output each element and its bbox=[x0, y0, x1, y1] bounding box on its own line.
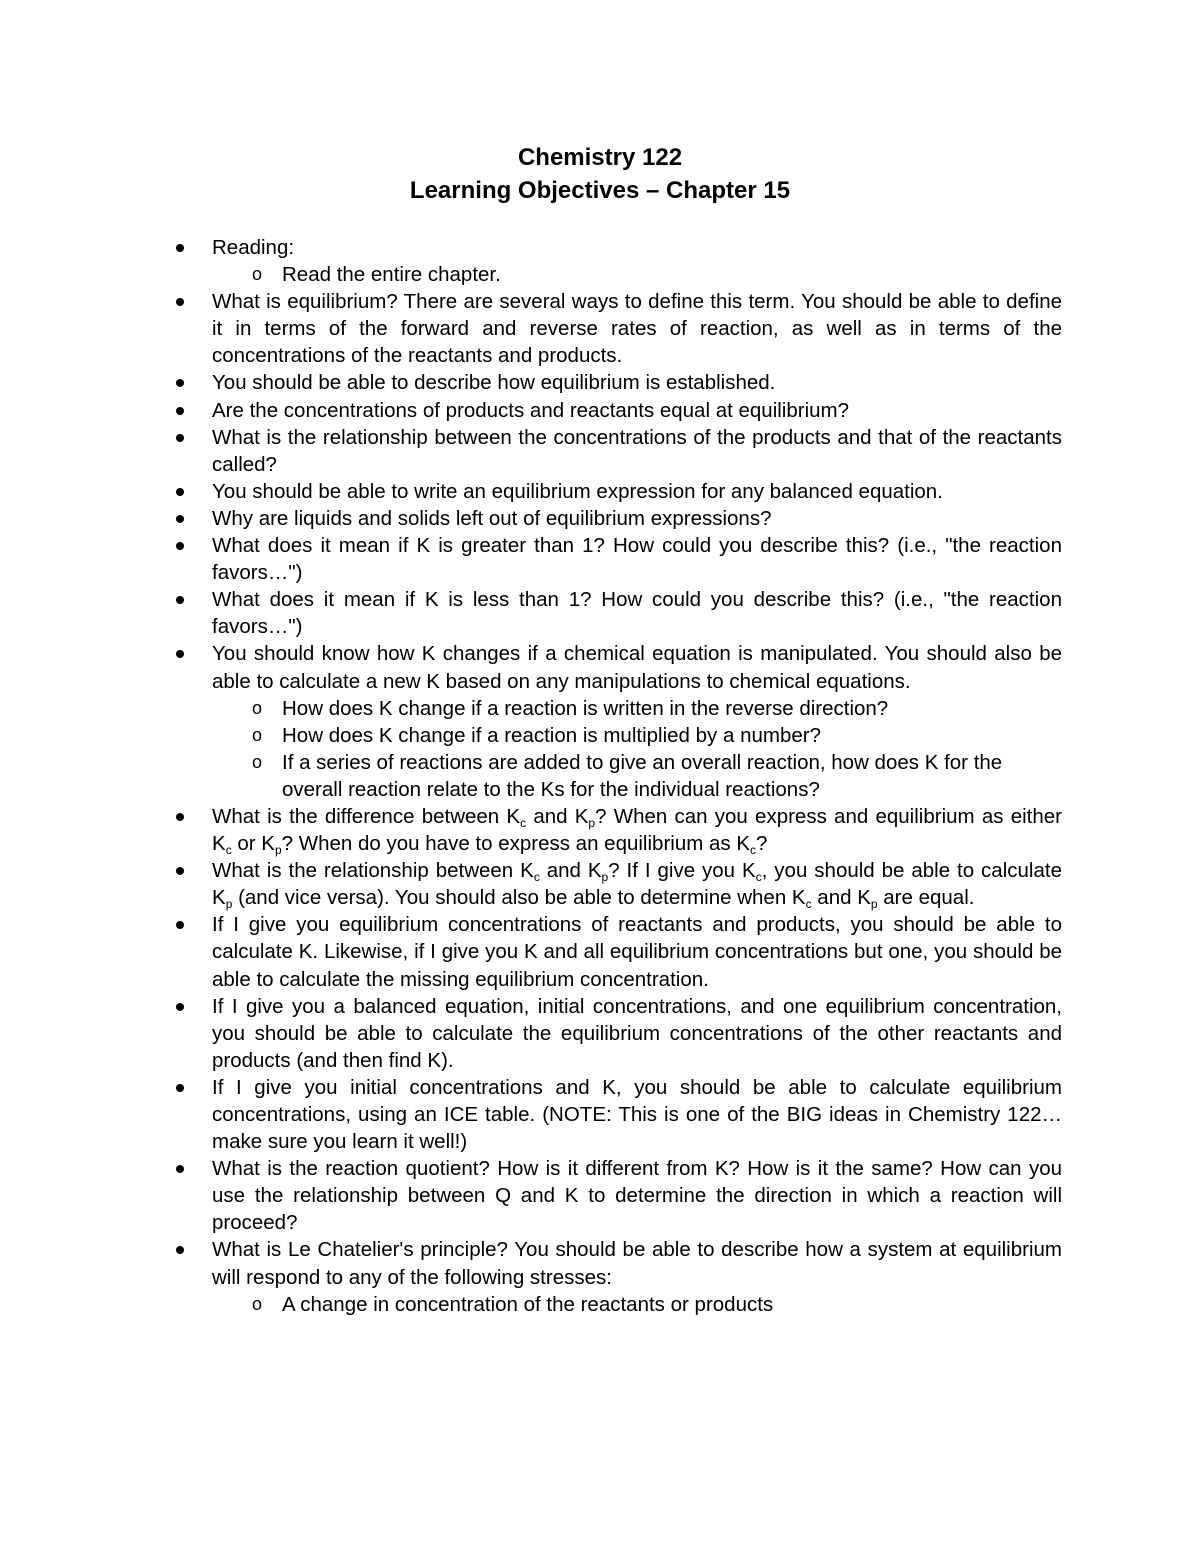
objectives-list-container bbox=[170, 234, 1062, 1318]
sub-objective-item bbox=[170, 722, 1062, 749]
objective-text: What is equilibrium? There are several ways to define this term. You should be able to define it in terms of the forward and reverse rates of reaction, as well as in terms of the concentrations of the reactants and products. bbox=[212, 290, 1062, 368]
hollow-bullet-icon: o bbox=[252, 724, 263, 745]
bullet-icon bbox=[176, 1165, 184, 1173]
objective-text: If I give you initial concentrations and K, you should be able to calculate equilibrium concentrations, using an ICE table. (NOTE: This is one of the BIG ideas in Chemistry 122…make sure you learn it well!) bbox=[212, 1075, 1062, 1154]
hollow-bullet-icon: o bbox=[252, 697, 263, 718]
sub-objective-item bbox=[170, 1291, 1062, 1318]
objective-item bbox=[170, 1236, 1062, 1317]
objective-item bbox=[170, 288, 1062, 369]
hollow-bullet-icon: o bbox=[252, 751, 263, 772]
objective-text: What does it mean if K is less than 1? How could you describe this? (i.e., "the reaction favors…") bbox=[212, 588, 1062, 639]
sub-objective-list bbox=[212, 1291, 1062, 1318]
objective-text: If I give you a balanced equation, initial concentrations, and one equilibrium concentration, you should be able to calculate the equilibrium concentrations of the other reactants and products (and then find K). bbox=[212, 994, 1062, 1072]
objective-item bbox=[170, 397, 1062, 424]
objective-item bbox=[170, 803, 1062, 857]
bullet-icon bbox=[176, 813, 184, 821]
hollow-bullet-icon: o bbox=[252, 264, 263, 285]
bullet-icon bbox=[176, 515, 184, 523]
bullet-icon bbox=[176, 1246, 184, 1254]
bullet-icon bbox=[176, 596, 184, 604]
objective-text: You should be able to describe how equilibrium is established. bbox=[212, 371, 776, 395]
bullet-icon bbox=[176, 921, 184, 929]
objective-text: Are the concentrations of products and reactants equal at equilibrium? bbox=[212, 398, 850, 422]
objective-item bbox=[170, 369, 1062, 396]
objectives-list bbox=[170, 234, 1062, 1318]
objective-text: What is the relationship between $K_c$ and $K_p$? If I give you $K_c$, you should be able to calculate $K_p$ (and vice versa). You should also be able to determine when $K_c$ and $K_p$ are equal. bbox=[212, 859, 1062, 912]
bullet-icon bbox=[176, 1003, 184, 1011]
sub-objective-item bbox=[170, 695, 1062, 722]
bullet-icon bbox=[176, 244, 184, 252]
objective-item bbox=[170, 1074, 1062, 1155]
objective-item bbox=[170, 640, 1062, 803]
objective-item bbox=[170, 586, 1062, 640]
objective-text: What is the relationship between the concentrations of the products and that of the reactants called? bbox=[212, 425, 1062, 476]
objective-item bbox=[170, 234, 1062, 288]
objective-item bbox=[170, 993, 1062, 1074]
objective-text: You should be able to write an equilibrium expression for any balanced equation. bbox=[212, 479, 943, 503]
sub-objective-list bbox=[212, 261, 1062, 288]
sub-objective-item bbox=[170, 749, 1062, 803]
bullet-icon bbox=[176, 542, 184, 550]
sub-objective-text: How does K change if a reaction is multiplied by a number? bbox=[282, 723, 821, 747]
objective-item bbox=[170, 478, 1062, 505]
bullet-icon bbox=[176, 650, 184, 658]
objective-item bbox=[170, 857, 1062, 911]
bullet-icon bbox=[176, 434, 184, 442]
document-title bbox=[0, 141, 1200, 207]
sub-objective-text: A change in concentration of the reactants or products bbox=[282, 1292, 774, 1316]
objective-text: Reading: bbox=[212, 236, 295, 259]
bullet-icon bbox=[176, 1084, 184, 1092]
bullet-icon bbox=[176, 298, 184, 306]
objective-text: Why are liquids and solids left out of equilibrium expressions? bbox=[212, 506, 772, 530]
bullet-icon bbox=[176, 379, 184, 387]
objective-text: What does it mean if K is greater than 1? How could you describe this? (i.e., "the reaction favors…") bbox=[212, 534, 1062, 585]
objective-item bbox=[170, 1155, 1062, 1236]
objective-text: What is the reaction quotient? How is it different from K? How is it the same? How can you use the relationship between Q and K to determine the direction in which a reaction will proceed? bbox=[212, 1157, 1062, 1235]
bullet-icon bbox=[176, 867, 184, 875]
course-title: Chemistry 122 bbox=[517, 144, 683, 171]
chapter-title: Learning Objectives – Chapter 15 bbox=[409, 177, 791, 204]
objective-text: What is Le Chatelier's principle? You should be able to describe how a system at equilibrium will respond to any of the following stresses: bbox=[212, 1238, 1062, 1289]
hollow-bullet-icon: o bbox=[252, 1293, 263, 1314]
sub-objective-list bbox=[212, 695, 1062, 803]
sub-objective-text: How does K change if a reaction is written in the reverse direction? bbox=[282, 696, 889, 720]
bullet-icon bbox=[176, 407, 184, 415]
objective-text: What is the difference between $K_c$ and $K_p$? When can you express and equilibrium as either $K_c$ or $K_p$? When do you have to express an equilibrium as $K_c$? bbox=[212, 804, 1062, 858]
sub-objective-item bbox=[170, 261, 1062, 288]
bullet-icon bbox=[176, 488, 184, 496]
sub-objective-text: If a series of reactions are added to give an overall reaction, how does K for the overall reaction relate to the Ks for the individual reactions? bbox=[282, 750, 1003, 801]
sub-objective-text: Read the entire chapter. bbox=[282, 263, 501, 287]
objective-text: If I give you equilibrium concentrations of reactants and products, you should be able to calculate K. Likewise, if I give you K and all equilibrium concentrations but one, you should be able to calculate the missing equilibrium concentration. bbox=[212, 913, 1062, 991]
objective-item bbox=[170, 911, 1062, 992]
objective-item bbox=[170, 424, 1062, 478]
objective-item bbox=[170, 505, 1062, 532]
objective-text: You should know how K changes if a chemical equation is manipulated. You should also be able to calculate a new K based on any manipulations to chemical equations. bbox=[212, 642, 1062, 693]
objective-item bbox=[170, 532, 1062, 586]
